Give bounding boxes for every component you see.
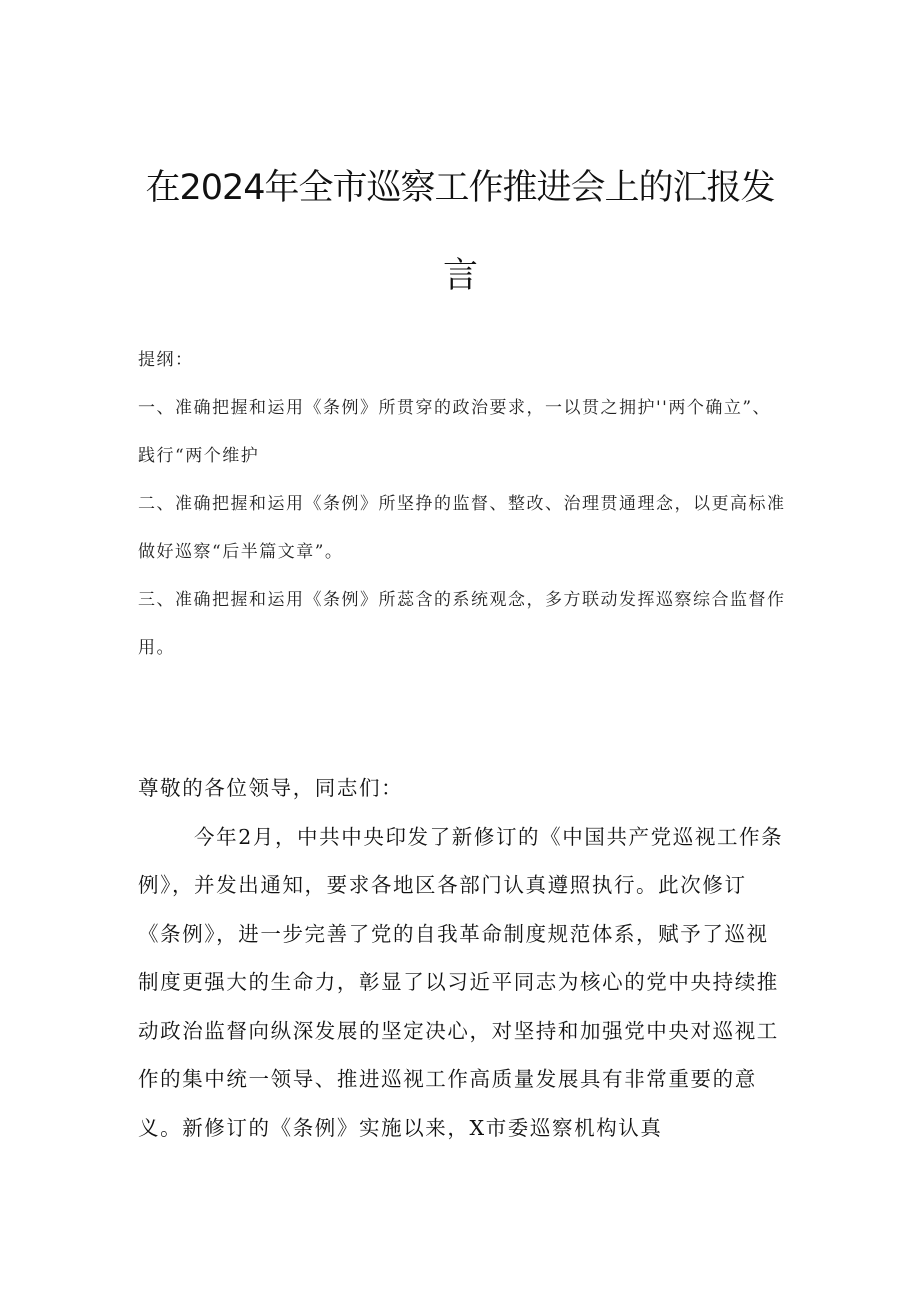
document-title-line-2: 言 bbox=[442, 256, 477, 296]
outline-item-3: 三、准确把握和运用《条例》所蕊含的系统观念，多方联动发挥巡察综合监督作用。 bbox=[138, 590, 786, 658]
outline-item-2: 二、准确把握和运用《条例》所坚挣的监督、整改、治理贯通理念，以更高标准做好巡察“后半篇文章”。 bbox=[138, 494, 786, 562]
document-title-line-1: 在2024年全市巡察工作推进会上的汇报发 bbox=[145, 168, 775, 208]
outline-label: 提纲： bbox=[138, 350, 194, 370]
greeting: 尊敬的各位领导，同志们： bbox=[138, 776, 404, 800]
paragraph-1: 今年2月，中共中央印发了新修订的《中国共产党巡视工作条例》，并发出通知，要求各地区各部门认真遵照执行。此次修订《条例》，进一步完善了党的自我革命制度规范体系，赋予了巡视制度更强大的生命力，彰显了以习近平同志为核心的党中央持续推动政治监督向纵深发展的坚定决心，对坚持和加强党中央对巡视工作的集中统一领导、推进巡视工作高质量发展具有非常重要的意义。新修订的《条例》实施以来，X市委巡察机构认真 bbox=[138, 824, 784, 1140]
outline-section bbox=[138, 336, 788, 672]
speech-body bbox=[138, 764, 788, 1152]
outline-item-1: 一、准确把握和运用《条例》所贯穿的政治要求，一以贯之拥护''两个确立”、践行“两个维护 bbox=[138, 398, 772, 466]
